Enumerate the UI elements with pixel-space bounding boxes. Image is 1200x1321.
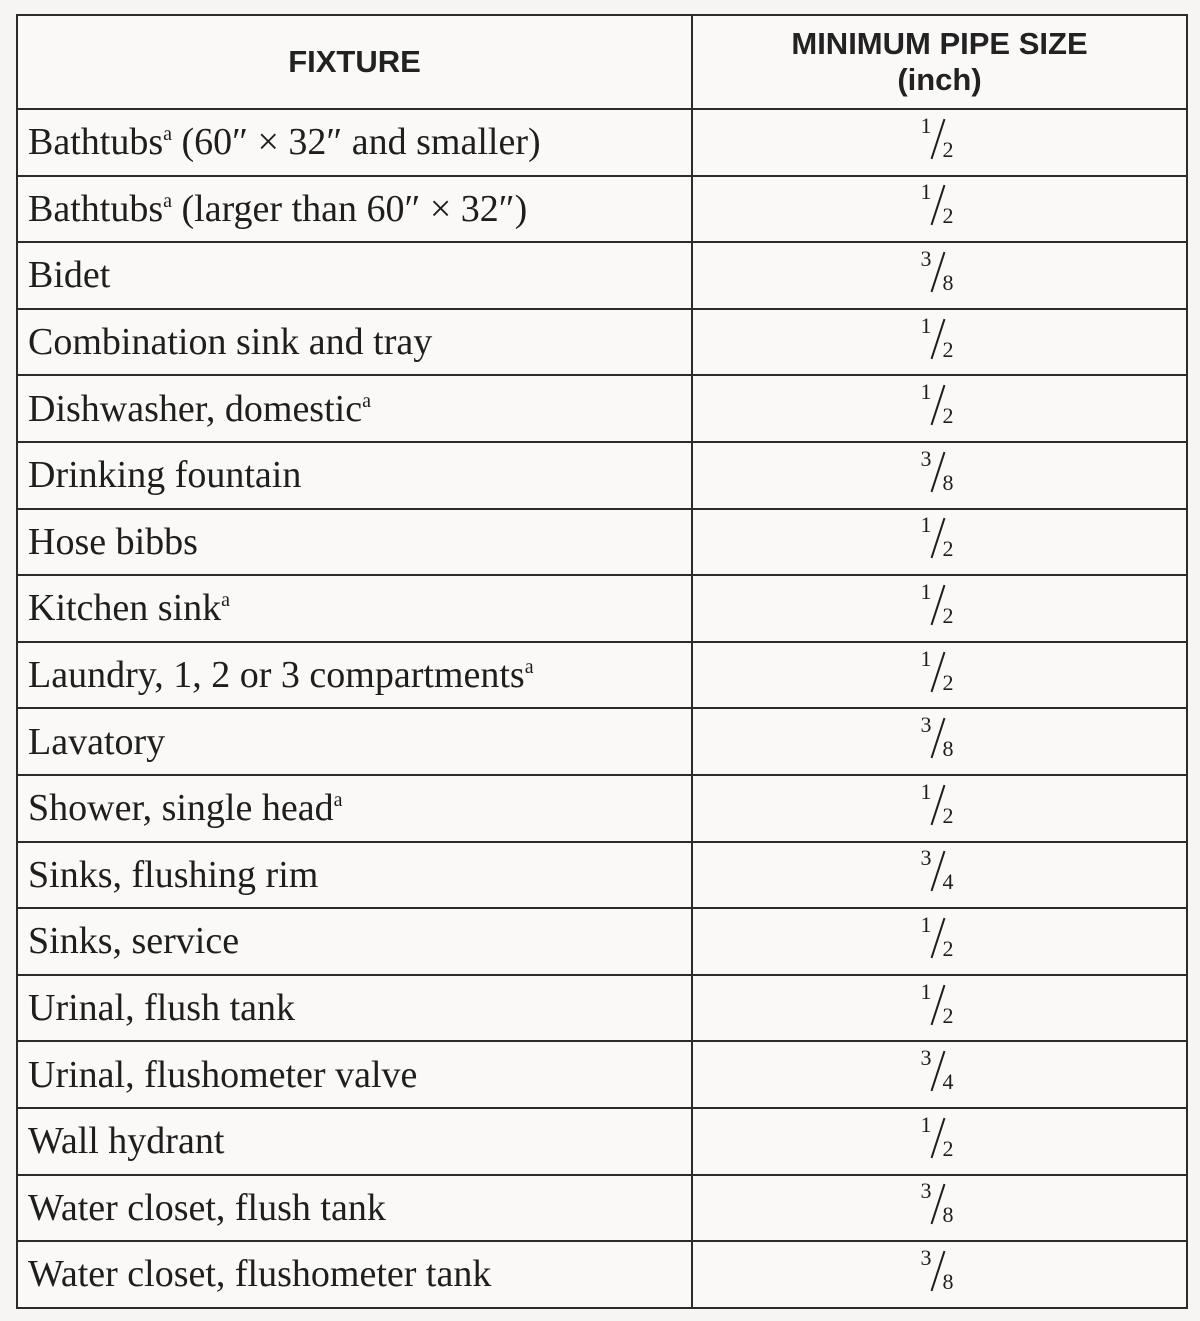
- fixture-name: Hose bibbs: [28, 520, 198, 563]
- pipe-size-cell: [692, 708, 1187, 775]
- fixture-name: Urinal, flushometer valve: [28, 1053, 418, 1096]
- fraction-numerator: 1: [920, 312, 932, 338]
- size-column-header: [692, 15, 1187, 109]
- fraction-denominator: 2: [942, 802, 954, 828]
- fraction-numerator: 3: [920, 1178, 932, 1204]
- pipe-size-fraction: [917, 978, 963, 1031]
- fixture-cell: [17, 242, 692, 309]
- footnote-marker: a: [333, 789, 343, 812]
- fixture-cell: [17, 975, 692, 1042]
- fixture-cell: [17, 509, 692, 576]
- fixture-cell: [17, 642, 692, 709]
- fixture-cell: [17, 109, 692, 176]
- fraction-numerator: 1: [920, 379, 932, 405]
- fixture-size-qualifier: (60″ × 32″ and smaller): [172, 121, 541, 164]
- fraction-denominator: 2: [942, 336, 954, 362]
- fixture-cell: [17, 375, 692, 442]
- fixture-name: Sinks, flushing rim: [28, 853, 319, 896]
- table-row: [17, 642, 1187, 709]
- fixture-name: Laundry, 1, 2 or 3 compartments: [28, 654, 525, 697]
- footnote-marker: a: [163, 123, 173, 146]
- pipe-size-cell: [692, 242, 1187, 309]
- table-row: [17, 109, 1187, 176]
- table-row: [17, 842, 1187, 909]
- table-row: [17, 242, 1187, 309]
- pipe-size-cell: [692, 975, 1187, 1042]
- fraction-numerator: 1: [920, 911, 932, 937]
- fraction-denominator: 2: [942, 203, 954, 229]
- fraction-numerator: 3: [920, 1244, 932, 1270]
- fixture-name: Sinks, service: [28, 920, 240, 963]
- fixture-name: Water closet, flushometer tank: [28, 1253, 492, 1296]
- footnote-marker: a: [362, 389, 371, 412]
- fraction-denominator: 2: [942, 1002, 954, 1028]
- fixture-name: Bidet: [28, 254, 111, 297]
- fixture-name: Shower, single head: [28, 787, 334, 830]
- pipe-size-cell: [692, 775, 1187, 842]
- fixture-name: Wall hydrant: [28, 1120, 225, 1163]
- table-row: [17, 176, 1187, 243]
- fraction-numerator: 1: [920, 112, 932, 138]
- pipe-size-cell: [692, 442, 1187, 509]
- fixture-header-label: FIXTURE: [288, 44, 421, 79]
- fixture-name: Bathtubs: [28, 121, 164, 164]
- fraction-denominator: 8: [942, 1268, 954, 1294]
- pipe-size-fraction: [917, 1180, 963, 1230]
- table-row: [17, 509, 1187, 576]
- fixture-name: Kitchen sink: [28, 587, 222, 630]
- pipe-size-cell: [692, 842, 1187, 909]
- footnote-marker: a: [524, 656, 534, 679]
- fraction-denominator: 2: [942, 403, 954, 429]
- fixture-size-qualifier: (larger than 60″ × 32″): [172, 187, 528, 230]
- footnote-marker: a: [221, 589, 231, 612]
- fixture-name: Combination sink and tray: [28, 321, 433, 364]
- fraction-numerator: 1: [920, 1111, 932, 1137]
- fixture-cell: [17, 708, 692, 775]
- fixture-cell: [17, 1175, 692, 1242]
- pipe-size-fraction: [917, 911, 963, 964]
- pipe-size-fraction: [917, 514, 963, 564]
- size-header-line2: (inch): [897, 62, 982, 97]
- header-row: [17, 15, 1187, 109]
- fixture-cell: [17, 775, 692, 842]
- table-body: [17, 109, 1187, 1308]
- pipe-size-fraction: [917, 445, 963, 498]
- table-row: [17, 375, 1187, 442]
- fraction-numerator: 1: [920, 978, 932, 1004]
- pipe-size-cell: [692, 1041, 1187, 1108]
- pipe-size-fraction: [917, 1244, 963, 1297]
- fraction-numerator: 3: [920, 445, 932, 471]
- pipe-size-fraction: [917, 181, 963, 231]
- fixture-cell: [17, 309, 692, 376]
- pipe-size-cell: [692, 375, 1187, 442]
- fixture-cell: [17, 1241, 692, 1308]
- pipe-size-fraction: [917, 245, 963, 298]
- fixture-cell: [17, 442, 692, 509]
- fraction-numerator: 3: [920, 845, 932, 871]
- pipe-size-cell: [692, 642, 1187, 709]
- pipe-size-fraction: [917, 112, 963, 165]
- fixture-name: Drinking fountain: [28, 454, 302, 497]
- fixture-name: Water closet, flush tank: [28, 1186, 386, 1229]
- fraction-numerator: 1: [920, 179, 932, 205]
- fraction-denominator: 8: [942, 469, 954, 495]
- fraction-numerator: 1: [920, 512, 932, 538]
- fixture-name: Bathtubs: [28, 187, 164, 230]
- fraction-numerator: 1: [920, 778, 932, 804]
- table-row: [17, 975, 1187, 1042]
- table-row: [17, 775, 1187, 842]
- fraction-denominator: 2: [942, 536, 954, 562]
- pipe-size-fraction: [917, 1111, 963, 1164]
- fraction-numerator: 3: [920, 245, 932, 271]
- fixture-name: Urinal, flush tank: [28, 987, 296, 1030]
- pipe-size-cell: [692, 109, 1187, 176]
- pipe-size-cell: [692, 575, 1187, 642]
- fraction-denominator: 2: [942, 1135, 954, 1161]
- fraction-denominator: 4: [942, 1069, 954, 1095]
- pipe-size-fraction: [917, 578, 963, 631]
- fraction-numerator: 3: [920, 1045, 932, 1071]
- pipe-size-fraction: [917, 778, 963, 831]
- fraction-numerator: 1: [920, 578, 932, 604]
- table-row: [17, 708, 1187, 775]
- footnote-marker: a: [163, 189, 173, 212]
- table-row: [17, 575, 1187, 642]
- pipe-size-fraction: [917, 645, 963, 698]
- pipe-size-fraction: [917, 381, 963, 431]
- pipe-size-cell: [692, 1241, 1187, 1308]
- table-row: [17, 442, 1187, 509]
- table-row: [17, 1241, 1187, 1308]
- pipe-size-cell: [692, 1108, 1187, 1175]
- pipe-size-fraction: [917, 312, 963, 365]
- pipe-size-fraction: [917, 847, 963, 897]
- fraction-numerator: 3: [920, 712, 932, 738]
- fixture-name: Lavatory: [28, 720, 166, 763]
- pipe-size-fraction: [917, 1047, 963, 1097]
- fixture-cell: [17, 575, 692, 642]
- fraction-denominator: 8: [942, 736, 954, 762]
- fixture-pipe-size-table: [16, 14, 1188, 1309]
- fixture-name: Dishwasher, domestic: [28, 387, 363, 430]
- fraction-denominator: 2: [942, 602, 954, 628]
- fraction-denominator: 8: [942, 269, 954, 295]
- fixture-cell: [17, 176, 692, 243]
- pipe-size-cell: [692, 908, 1187, 975]
- fraction-denominator: 2: [942, 669, 954, 695]
- pipe-size-cell: [692, 1175, 1187, 1242]
- fraction-denominator: 8: [942, 1202, 954, 1228]
- table-row: [17, 1108, 1187, 1175]
- pipe-size-cell: [692, 309, 1187, 376]
- table-row: [17, 1175, 1187, 1242]
- fixture-column-header: [17, 15, 692, 109]
- pipe-size-cell: [692, 176, 1187, 243]
- pipe-size-fraction: [917, 714, 963, 764]
- fixture-cell: [17, 1108, 692, 1175]
- fixture-cell: [17, 908, 692, 975]
- fraction-denominator: 4: [942, 869, 954, 895]
- fraction-denominator: 2: [942, 935, 954, 961]
- fixture-cell: [17, 842, 692, 909]
- pipe-size-cell: [692, 509, 1187, 576]
- table-row: [17, 1041, 1187, 1108]
- fraction-numerator: 1: [920, 645, 932, 671]
- fraction-denominator: 2: [942, 136, 954, 162]
- size-header-line1: MINIMUM PIPE SIZE: [791, 26, 1088, 61]
- table-row: [17, 309, 1187, 376]
- fixture-cell: [17, 1041, 692, 1108]
- table-row: [17, 908, 1187, 975]
